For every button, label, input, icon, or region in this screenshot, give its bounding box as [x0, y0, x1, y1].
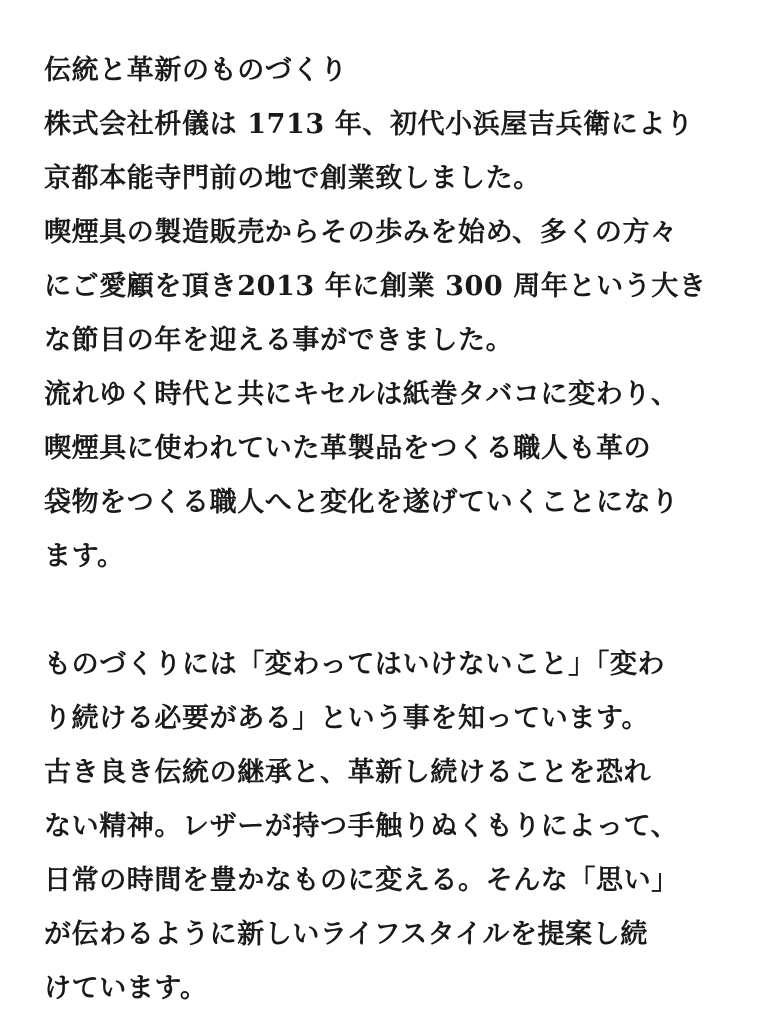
text-line: 喫煙具の製造販売からその歩みを始め、多くの方々: [44, 217, 678, 248]
paragraph-spacer: [44, 584, 724, 638]
text-line: 流れゆく時代と共にキセルは紙巻タバコに変わり、: [44, 379, 679, 410]
text-line: にご愛顧を頂き2013 年に創業 300 周年という大き: [44, 271, 707, 302]
text-line: 袋物をつくる職人へと変化を遂げていくことになり: [44, 487, 679, 518]
text-line: 古き良き伝統の継承と、革新し続けることを恐れ: [44, 757, 652, 788]
text-line: 喫煙具に使われていた革製品をつくる職人も革の: [44, 433, 652, 464]
text-line: 京都本能寺門前の地で創業致しました。: [44, 163, 541, 194]
section-title: 伝統と革新のものづくり: [44, 55, 348, 86]
text-line: ない精神。レザーが持つ手触りぬくもりによって、: [44, 811, 679, 842]
text-line: な節目の年を迎える事ができました。: [44, 325, 514, 356]
text-line: 株式会社枡儀は 1713 年、初代小浜屋吉兵衛により: [44, 109, 694, 140]
text-line: 日常の時間を豊かなものに変える。そんな「思い」: [44, 865, 679, 896]
text-line: ます。: [44, 541, 125, 572]
text-line: り続ける必要がある」という事を知っています。: [44, 703, 650, 734]
text-line: ものづくりには「変わってはいけないこと」「変わ: [44, 649, 666, 680]
paragraph-philosophy: [44, 638, 724, 1016]
text-line: が伝わるように新しいライフスタイルを提案し続: [44, 919, 648, 950]
paragraph-history: [44, 98, 724, 584]
text-line: けています。: [44, 973, 208, 1004]
